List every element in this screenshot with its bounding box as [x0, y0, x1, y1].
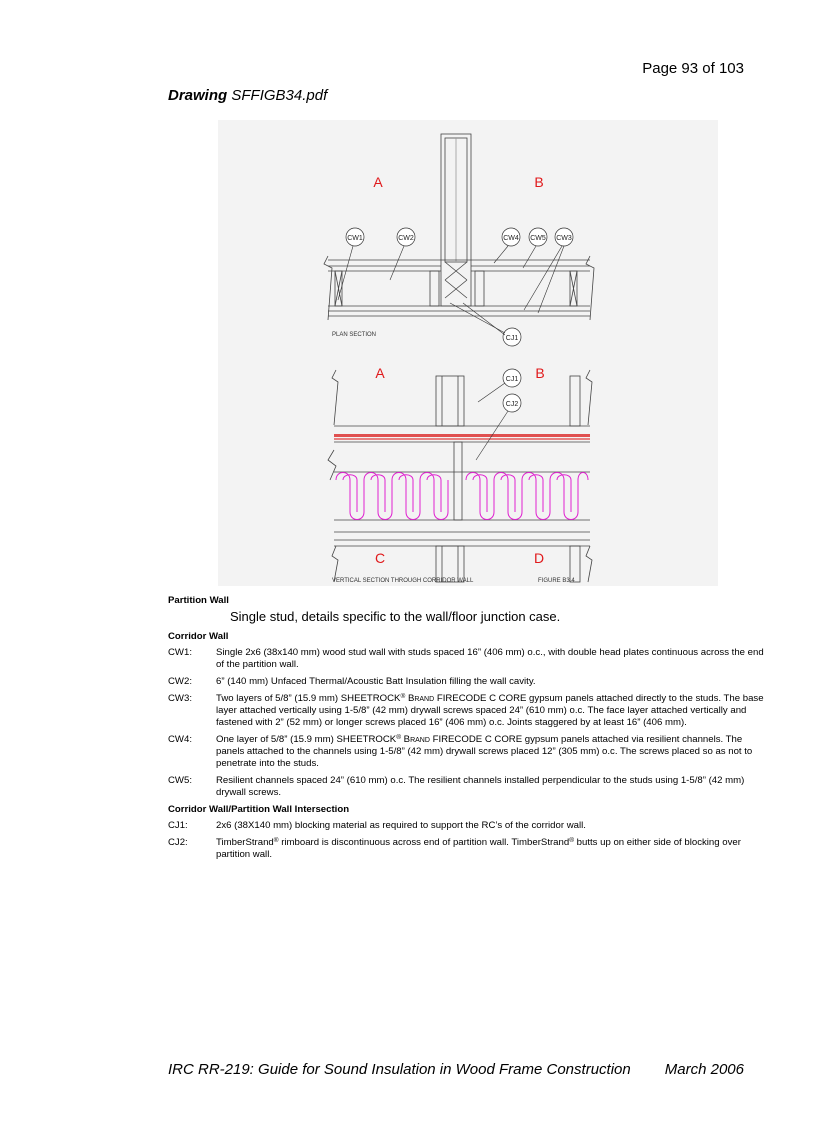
- partition-text: Single stud, details specific to the wall/floor junction case.: [230, 609, 561, 624]
- drawing-title: [168, 87, 327, 104]
- spec-text: butts up on either side of blocking over partition wall.: [216, 837, 741, 860]
- partition-wall-plan: [441, 134, 471, 306]
- spec-cw1: [168, 647, 768, 671]
- intersection-heading: Corridor Wall/Partition Wall Intersection: [168, 804, 350, 815]
- corridor-heading: Corridor Wall: [168, 631, 229, 642]
- brand-text: Brand: [403, 734, 430, 745]
- registered-mark: ®: [273, 837, 279, 844]
- callout-cj1-plan: CJ1: [505, 335, 519, 342]
- room-label-a-plan: A: [373, 174, 383, 190]
- room-label-c: C: [374, 550, 386, 566]
- callout-cw3-plan: CW3: [556, 235, 572, 242]
- spec-code: CW3:: [168, 693, 192, 704]
- brand-text: Brand: [407, 693, 435, 704]
- spec-text: FIRECODE C CORE gypsum panels attached directly to the studs. The base layer attached vertically using 1-5/8” (42 mm) drywall screws spaced 24” (610 mm) o.c. The face layer attached vertically and fastened with 2” (52 mm) or longer screws placed 16” (406 mm) o.c. Joints staggered by at least 16” (406 mm).: [216, 693, 764, 728]
- room-label-a-section: A: [375, 365, 385, 381]
- registered-mark: ®: [569, 837, 574, 844]
- footer-title: IRC RR-219: Guide for Sound Insulation in Wood Frame Construction: [168, 1061, 631, 1078]
- plan-leader-lines: [338, 246, 564, 335]
- spec-cj2: [168, 837, 768, 861]
- spec-text: Resilient channels spaced 24” (610 mm) o.c. The resilient channels installed perpendicular to the studs using 1-5/8” (42 mm) drywall screws.: [216, 775, 745, 798]
- footer-date: March 2006: [664, 1061, 744, 1078]
- figure-caption: FIGURE B3.4: [538, 578, 575, 584]
- spec-code: CW2:: [168, 676, 192, 687]
- vertical-section: [328, 370, 592, 582]
- spec-text: One layer of 5/8” (15.9 mm) SHEETROCK: [216, 734, 397, 745]
- callout-cw4-plan: CW4: [503, 235, 519, 242]
- spec-text: FIRECODE C CORE gypsum panels attached via resilient channels. The panels attached to the channels using 1-5/8” (42 mm) drywall screws placed 12” (305 mm) o.c. The screws placed so as not to penetrate into the studs.: [216, 734, 753, 769]
- callout-cj2-section: CJ2: [505, 401, 519, 408]
- spec-text: 6” (140 mm) Unfaced Thermal/Acoustic Batt Insulation filling the wall cavity.: [216, 676, 536, 687]
- registered-mark: ®: [400, 693, 406, 700]
- spec-cw3: [168, 693, 768, 729]
- spec-code: CW4:: [168, 734, 192, 745]
- spec-code: CJ2:: [168, 837, 188, 848]
- corridor-wall-plan: [324, 256, 594, 320]
- room-label-b-plan: B: [534, 174, 544, 190]
- spec-code: CW5:: [168, 775, 192, 786]
- figure-drawing: [218, 120, 718, 586]
- spec-text: Single 2x6 (38x140 mm) wood stud wall with studs spaced 16” (406 mm) o.c., with double head plates continuous across the end of the partition wall.: [216, 647, 764, 670]
- construction-figure: [218, 120, 718, 586]
- spec-text: Two layers of 5/8” (15.9 mm) SHEETROCK: [216, 693, 401, 704]
- vertical-section-caption: VERTICAL SECTION THROUGH CORRIDOR WALL: [332, 578, 474, 584]
- gypsum-layer-red: [334, 434, 590, 437]
- partition-heading: Partition Wall: [168, 595, 229, 606]
- plan-callouts: [346, 228, 573, 346]
- room-label-b-section: B: [535, 365, 545, 381]
- spec-cw2: [168, 676, 768, 688]
- spec-text: 2x6 (38X140 mm) blocking material as required to support the RC’s of the corridor wall.: [216, 820, 586, 831]
- callout-cw5-plan: CW5: [530, 235, 546, 242]
- room-label-d: D: [533, 550, 545, 566]
- specification-text: [168, 595, 768, 866]
- spec-code: CJ1:: [168, 820, 188, 831]
- spec-text: rimboard is discontinuous across end of partition wall. TimberStrand: [281, 837, 570, 848]
- drawing-label: Drawing: [168, 87, 228, 104]
- callout-cw2-plan: CW2: [398, 235, 414, 242]
- drawing-file: SFFIGB34.pdf: [231, 87, 328, 104]
- spec-cj1: [168, 820, 768, 832]
- page-number: Page 93 of 103: [642, 60, 744, 77]
- callout-cj1-section: CJ1: [505, 376, 519, 383]
- gypsum-layer-red-2: [334, 438, 590, 440]
- spec-cw5: [168, 775, 768, 799]
- plan-section-caption: PLAN SECTION: [332, 332, 377, 338]
- registered-mark: ®: [396, 734, 401, 741]
- spec-code: CW1:: [168, 647, 192, 658]
- spec-cw4: [168, 734, 768, 770]
- spec-text: TimberStrand: [216, 837, 274, 848]
- callout-cw1-plan: CW1: [347, 235, 363, 242]
